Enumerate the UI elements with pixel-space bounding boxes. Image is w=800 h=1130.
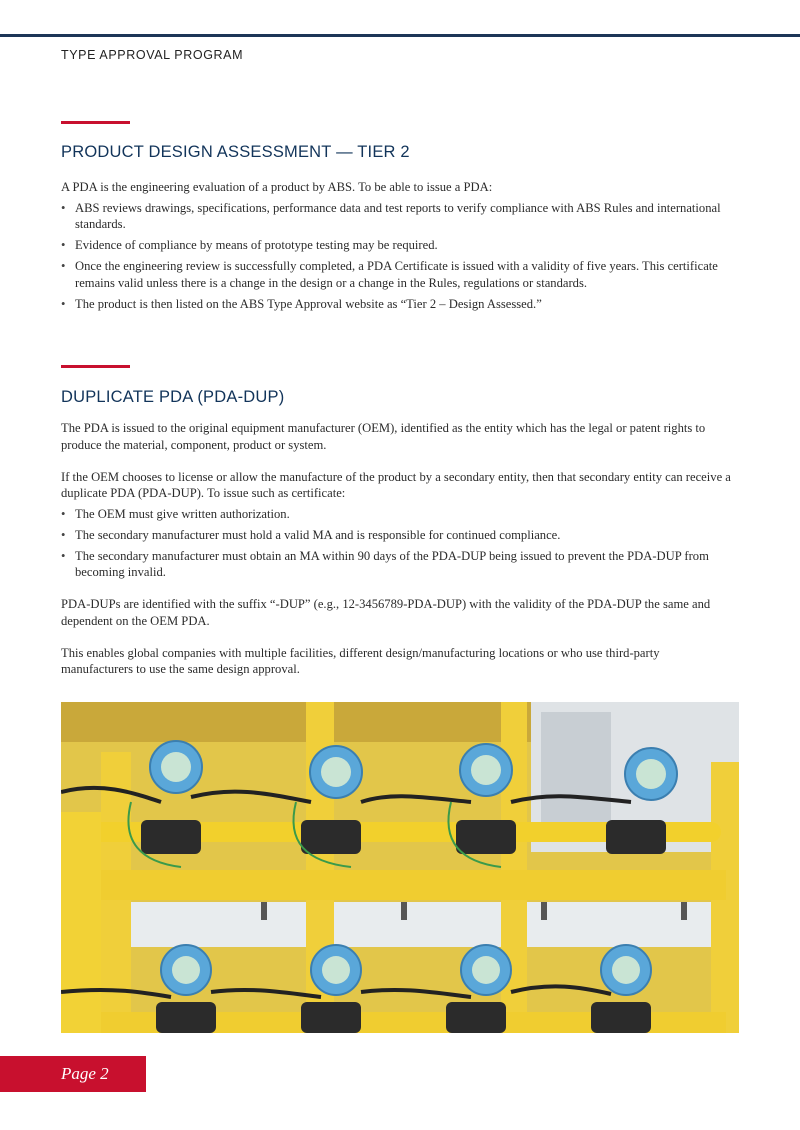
section-accent-bar bbox=[61, 121, 130, 124]
section-body-pda-dup bbox=[61, 420, 731, 678]
section-accent-bar bbox=[61, 365, 130, 368]
equipment-photo bbox=[61, 702, 739, 1033]
bullet-list bbox=[61, 506, 731, 581]
list-item: • ABS reviews drawings, specifications, performance data and test reports to verify compliance with ABS Rules and international standards. bbox=[61, 200, 731, 233]
pressure-transmitters-photo-icon bbox=[61, 702, 739, 1033]
list-item: • The secondary manufacturer must obtain an MA within 90 days of the PDA-DUP being issued to prevent the PDA-DUP from becoming invalid. bbox=[61, 548, 731, 581]
bullet-list bbox=[61, 200, 731, 313]
paragraph: If the OEM chooses to license or allow the manufacture of the product by a secondary entity, then that secondary entity can receive a duplicate PDA (PDA-DUP). To issue such as certificate: bbox=[61, 469, 731, 500]
paragraph: This enables global companies with multiple facilities, different design/manufacturing locations or who use third-party manufacturers to use the same design approval. bbox=[61, 645, 660, 676]
section-title-pda-dup: DUPLICATE PDA (PDA-DUP) bbox=[61, 388, 285, 406]
list-item: • The secondary manufacturer must hold a valid MA and is responsible for continued compliance. bbox=[61, 527, 731, 544]
list-item: • The OEM must give written authorization. bbox=[61, 506, 731, 523]
intro-paragraph: A PDA is the engineering evaluation of a product by ABS. To be able to issue a PDA: bbox=[61, 180, 493, 194]
top-rule bbox=[0, 34, 800, 37]
page-number: Page 2 bbox=[61, 1064, 109, 1083]
section-body-pda bbox=[61, 179, 731, 317]
running-header: TYPE APPROVAL PROGRAM bbox=[61, 48, 244, 62]
paragraph: The PDA is issued to the original equipment manufacturer (OEM), identified as the entity which has the legal or patent rights to produce the material, component, product or system. bbox=[61, 421, 706, 452]
section-title-pda: PRODUCT DESIGN ASSESSMENT — TIER 2 bbox=[61, 143, 410, 161]
list-item: • The product is then listed on the ABS Type Approval website as “Tier 2 – Design Assessed.” bbox=[61, 296, 731, 313]
list-item: • Evidence of compliance by means of prototype testing may be required. bbox=[61, 237, 731, 254]
paragraph: PDA-DUPs are identified with the suffix “-DUP” (e.g., 12-3456789-PDA-DUP) with the validity of the PDA-DUP the same and dependent on the OEM PDA. bbox=[61, 597, 711, 628]
list-item: • Once the engineering review is successfully completed, a PDA Certificate is issued with a validity of five years. This certificate remains valid unless there is a change in the design or a change in the Rules, regulations or standards. bbox=[61, 258, 731, 291]
